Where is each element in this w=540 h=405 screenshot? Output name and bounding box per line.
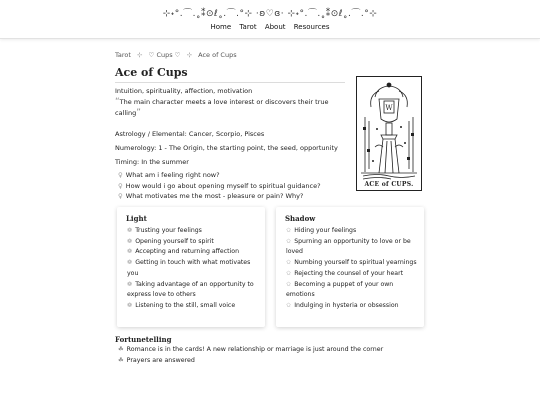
list-item: ❁ Trusting your feelings [127,227,202,234]
close-quote-icon: ” [136,108,141,118]
shadow-panel [276,207,424,327]
list-item: ✩ Spurning an opportunity to love or be loved [286,237,411,256]
quote-text: The main character meets a love interest or discovers their true calling [115,98,329,117]
star-icon: ✩ [286,280,292,288]
breadcrumb-tarot[interactable]: Tarot [115,51,131,59]
nav-resources[interactable]: Resources [293,23,330,31]
nav-about[interactable]: About [264,23,286,31]
page-title: Ace of Cups [115,66,188,79]
breadcrumb [115,51,237,59]
list-item: ♀ What am i feeling right now? [118,171,220,179]
star-icon: ✩ [286,227,292,234]
list-item: ❁ Taking advantage of an opportunity to express love to others [127,280,254,299]
site-title: ⊹˖°.⌒.˳⁑⊙ℓ˳.⌒.°⊹ ·ʚ♡ɞ· ⊹˖°.⌒.˳⁑⊙ℓ˳.⌒.°⊹ [162,9,378,19]
list-item: ✩ Hiding your feelings [286,227,357,234]
list-item: ✩ Becoming a puppet of your own emotions [286,280,394,299]
flower-icon: ❁ [127,259,133,267]
light-heading: Light [126,214,147,223]
open-quote-icon: “ [115,97,120,107]
list-item: ❁ Opening yourself to spirit [127,237,214,245]
list-item: ✩ Rejecting the counsel of your heart [286,269,404,277]
fortunetelling-list [118,345,383,366]
light-list [127,226,261,312]
breadcrumb-cups[interactable]: ♡ Cups ♡ [148,51,181,59]
clover-icon: ☘ [118,346,124,353]
list-item: ❁ Listening to the still, small voice [127,301,236,309]
list-item: ♀ How would i go about opening myself to spiritual guidance? [118,181,321,190]
star-icon: ✩ [286,301,292,309]
flower-icon: ❁ [127,301,133,309]
svg-text:W: W [385,104,393,112]
card-timing: Timing: In the summer [115,158,189,166]
card-quote [115,97,345,119]
list-item: ❁ Getting in touch with what motivates you [127,259,251,277]
female-sign-icon: ♀ [118,192,123,200]
breadcrumb-separator: ⊹ [186,51,193,59]
shadow-list [286,226,420,312]
site-header [0,0,540,39]
card-keywords: Intuition, spirituality, affection, motivation [115,87,253,95]
card-astrology: Astrology / Elemental: Cancer, Scorpio, Pisces [115,130,265,138]
flower-icon: ❁ [127,227,133,234]
shadow-heading: Shadow [285,214,316,223]
breadcrumb-separator: ⊹ [137,51,143,59]
tarot-card-image [356,76,422,191]
star-icon: ✩ [286,259,292,267]
flower-icon: ❁ [127,237,133,245]
list-item: ❁ Accepting and returning affection [127,248,239,256]
flower-icon: ❁ [127,248,133,256]
nav-home[interactable]: Home [210,23,232,31]
list-item: ☘ Prayers are answered [118,356,195,364]
light-panel [117,207,265,327]
card-numerology: Numerology: 1 - The Origin, the starting point, the seed, opportunity [115,144,338,152]
list-item: ✩ Numbing yourself to spiritual yearnings [286,259,417,267]
list-item: ✩ Indulging in hysteria or obsession [286,301,399,309]
female-sign-icon: ♀ [118,171,123,179]
flower-icon: ❁ [127,280,133,288]
female-sign-icon: ♀ [118,181,123,190]
ace-of-cups-illustration [357,77,421,190]
star-icon: ✩ [286,269,292,277]
main-nav [0,23,540,31]
nav-tarot[interactable]: Tarot [239,23,257,31]
clover-icon: ☘ [118,356,124,364]
breadcrumb-current: Ace of Cups [198,51,237,59]
card-label: ACE of CUPS. [364,181,414,188]
list-item: ♀ What motivates me the most - pleasure or pain? Why? [118,192,304,200]
reflection-questions [118,170,321,202]
star-icon: ✩ [286,237,292,245]
title-divider [115,82,345,83]
fortunetelling-heading: Fortunetelling [115,335,172,344]
list-item: ☘ Romance is in the cards! A new relationship or marriage is just around the corner [118,346,384,353]
